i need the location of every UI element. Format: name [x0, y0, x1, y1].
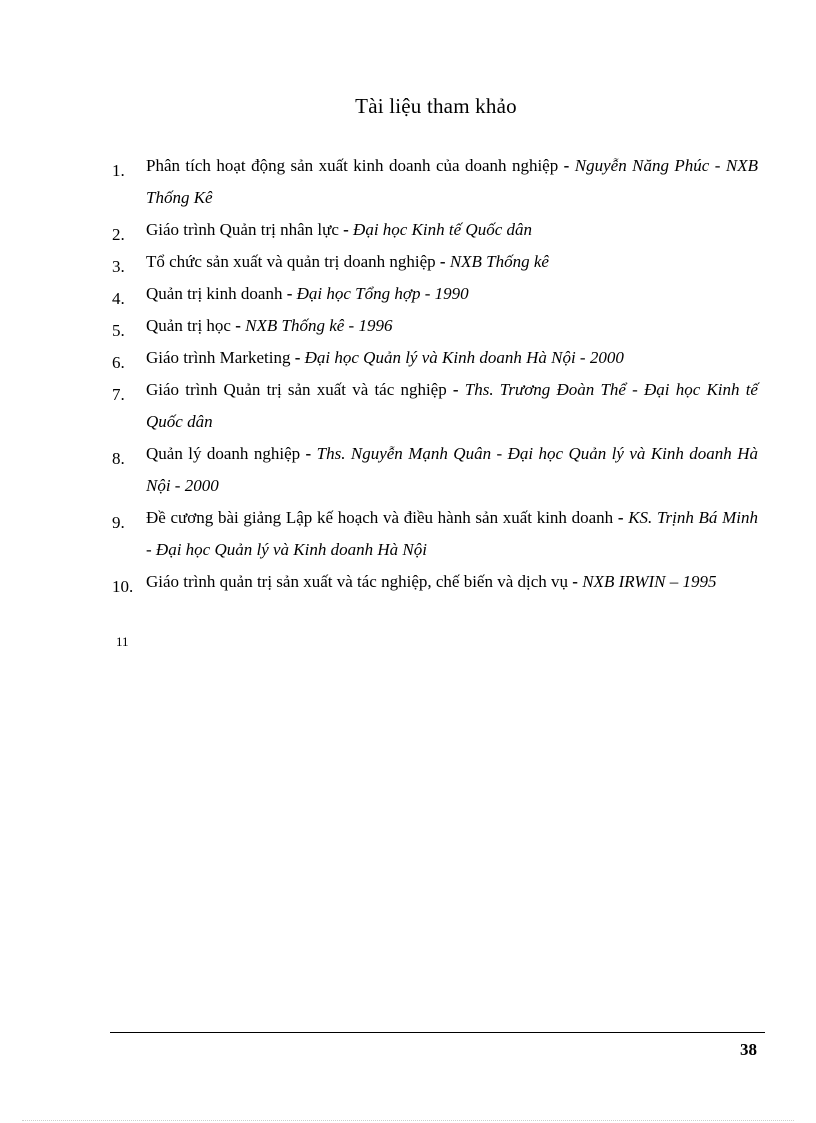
- page-edge-dotted-line: [22, 1120, 794, 1121]
- reference-separator: -: [558, 156, 575, 175]
- reference-item-3: [112, 246, 758, 278]
- reference-source: Nguyễn Năng Phúc - NXB Thống Kê: [146, 156, 758, 207]
- page-number: 38: [740, 1040, 757, 1059]
- reference-separator: -: [338, 220, 354, 239]
- reference-item-6: [112, 342, 758, 374]
- reference-source: Ths. Trương Đoàn Thể - Đại học Kinh tế Quốc dân: [146, 380, 758, 431]
- reference-number: 7.: [112, 385, 125, 404]
- reference-title: Giáo trình quản trị sản xuất và tác nghiệp, chế biến và dịch vụ: [146, 572, 569, 591]
- reference-list: [112, 150, 758, 598]
- reference-title: Phân tích hoạt động sản xuất kinh doanh của doanh nghiệp: [146, 156, 559, 175]
- reference-separator: -: [282, 284, 297, 303]
- reference-separator: -: [613, 508, 629, 527]
- reference-number: 9.: [112, 513, 125, 532]
- reference-title: Giáo trình Quản trị sản xuất và tác nghiệp: [146, 380, 453, 399]
- reference-item-1: [112, 150, 758, 214]
- reference-item-9: [112, 502, 758, 566]
- footer-rule: [110, 1032, 765, 1033]
- reference-item-2: [112, 214, 758, 246]
- reference-separator: -: [452, 380, 465, 399]
- reference-title: Quản lý doanh nghiệp: [146, 444, 306, 463]
- trailing-list-number: 11: [116, 634, 129, 649]
- reference-title: Đề cương bài giảng Lập kế hoạch và điều hành sản xuất kinh doanh: [146, 508, 614, 527]
- reference-source: NXB IRWIN – 1995: [582, 572, 717, 591]
- reference-source: Đại học Kinh tế Quốc dân: [353, 220, 532, 239]
- reference-source: Đại học Quản lý và Kinh doanh Hà Nội - 2000: [304, 348, 624, 367]
- reference-item-10: [112, 566, 758, 598]
- reference-title: Quản trị kinh doanh: [146, 284, 283, 303]
- reference-number: 4.: [112, 289, 125, 308]
- reference-source: Ths. Nguyễn Mạnh Quân - Đại học Quản lý và Kinh doanh Hà Nội - 2000: [146, 444, 759, 495]
- reference-source: NXB Thống kê - 1996: [245, 316, 393, 335]
- reference-separator: -: [230, 316, 246, 335]
- reference-number: 6.: [112, 353, 125, 372]
- reference-source: NXB Thống kê: [449, 252, 549, 271]
- reference-number: 2.: [112, 225, 125, 244]
- references-heading: Tài liệu tham khảo: [355, 94, 517, 118]
- reference-number: 5.: [112, 321, 125, 340]
- reference-item-8: [112, 438, 758, 502]
- reference-item-7: [112, 374, 758, 438]
- reference-title: Giáo trình Quản trị nhân lực: [146, 220, 339, 239]
- reference-separator: -: [435, 252, 450, 271]
- reference-number: 1.: [112, 161, 125, 180]
- reference-number: 3.: [112, 257, 125, 276]
- reference-number: 8.: [112, 449, 125, 468]
- reference-separator: -: [294, 348, 305, 367]
- reference-title: Tổ chức sản xuất và quản trị doanh nghiệp: [146, 252, 436, 271]
- reference-separator: -: [568, 572, 583, 591]
- reference-source: Đại học Tổng hợp - 1990: [296, 284, 469, 303]
- reference-item-4: [112, 278, 758, 310]
- reference-separator: -: [305, 444, 317, 463]
- reference-title: Quản trị học: [146, 316, 231, 335]
- reference-item-5: [112, 310, 758, 342]
- reference-number: 10.: [112, 577, 134, 596]
- reference-title: Giáo trình Marketing: [146, 348, 295, 367]
- reference-source: KS. Trịnh Bá Minh - Đại học Quản lý và Kinh doanh Hà Nội: [146, 508, 758, 559]
